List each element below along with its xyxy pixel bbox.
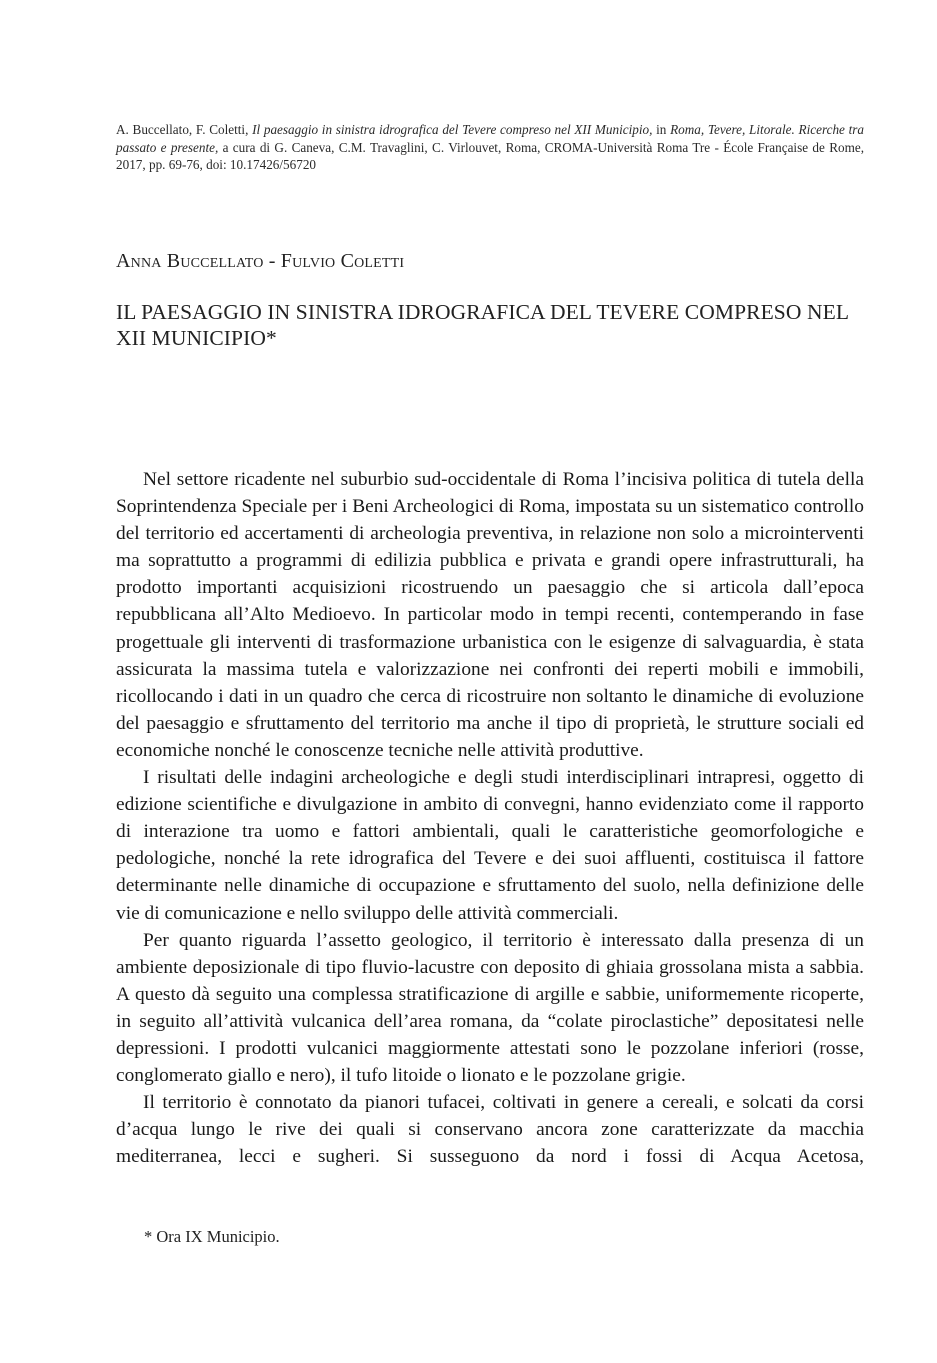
body-paragraph: Il territorio è connotato da pianori tufacei, coltivati in genere a cereali, e solcati da corsi d’acqua lungo le rive dei quali si conservano ancora zone caratterizzate da macchia mediterranea, lecci e sugheri. Si susseguono da nord i fossi di Acqua Acetosa,	[116, 1092, 864, 1168]
citation-reference	[116, 121, 864, 174]
article-title: IL PAESAGGIO IN SINISTRA IDROGRAFICA DEL TEVERE COMPRESO NEL XII MUNICIPIO*	[116, 300, 849, 350]
article-body	[116, 466, 864, 1170]
body-paragraph: I risultati delle indagini archeologiche e degli studi interdisciplinari intrapresi, oggetto di edizione scientifiche e divulgazione in ambito di convegni, hanno evidenziato come il rapporto di interazione tra uomo e fattori ambientali, quali le caratteristiche geomorfologiche e pedologiche, nonché la rete idrografica del Tevere e dei suoi affluenti, costituisca il fattore determinante nelle dinamiche di occupazione e sfruttamento del suolo, nella definizione delle vie di comunicazione e nello sviluppo delle attività commerciali.	[116, 767, 864, 924]
citation-article-title: Il paesaggio in sinistra idrografica del Tevere compreso nel XII Municipio,	[252, 122, 653, 137]
footnote: * Ora IX Municipio.	[144, 1227, 280, 1246]
body-paragraph: Nel settore ricadente nel suburbio sud-occidentale di Roma l’incisiva politica di tutela della Soprintendenza Speciale per i Beni Archeologici di Roma, impostata su un sistematico controllo del territorio ed accertamenti di archeologia preventiva, in relazione non solo a microinterventi ma soprattutto a programmi di edilizia pubblica e privata e grandi opere infrastrutturali, ha prodotto importanti acquisizioni ricostruendo un paesaggio che si articola dall’epoca repubblicana all’Alto Medioevo. In particolar modo in tempi recenti, contemperando in fase progettuale gli interventi di trasformazione urbanistica con le esigenze di salvaguardia, è stata assicurata la massima tutela e valorizzazione nei confronti dei reperti mobili e immobili, ricollocando i dati in un quadro che cerca di ricostruire non soltanto le dinamiche di evoluzione del paesaggio e sfruttamento del territorio ma anche il tipo di proprietà, le strutture sociali ed economiche nonché le conoscenze tecniche nelle attività produttive.	[116, 469, 864, 761]
citation-authors: A. Buccellato, F. Coletti,	[116, 122, 253, 137]
citation-publication-details: a cura di G. Caneva, C.M. Travaglini, C. Virlouvet, Roma, CROMA-Università Roma Tre - École Française de Rome, 2017, pp. 69-76, doi: 10.17426/56720	[116, 139, 864, 173]
citation-connector: in	[652, 122, 671, 137]
article-authors: Anna Buccellato - Fulvio Coletti	[116, 250, 405, 272]
body-paragraph: Per quanto riguarda l’assetto geologico, il territorio è interessato dalla presenza di un ambiente deposizionale di tipo fluvio-lacustre con deposito di ghiaia grossolana mista a sabbia. A questo dà seguito una complessa stratificazione di argille e sabbie, uniformemente ricoperte, in seguito all’attività vulcanica dell’area romana, da “colate piroclastiche” depositatesi nelle depressioni. I prodotti vulcanici maggiormente attestati sono le pozzolane inferiori (rosse, conglomerato giallo e nero), il tufo litoide o lionato e le pozzolane grigie.	[116, 929, 864, 1087]
citation-book-title: Roma, Tevere, Litorale. Ricerche tra passato e presente,	[116, 122, 864, 155]
